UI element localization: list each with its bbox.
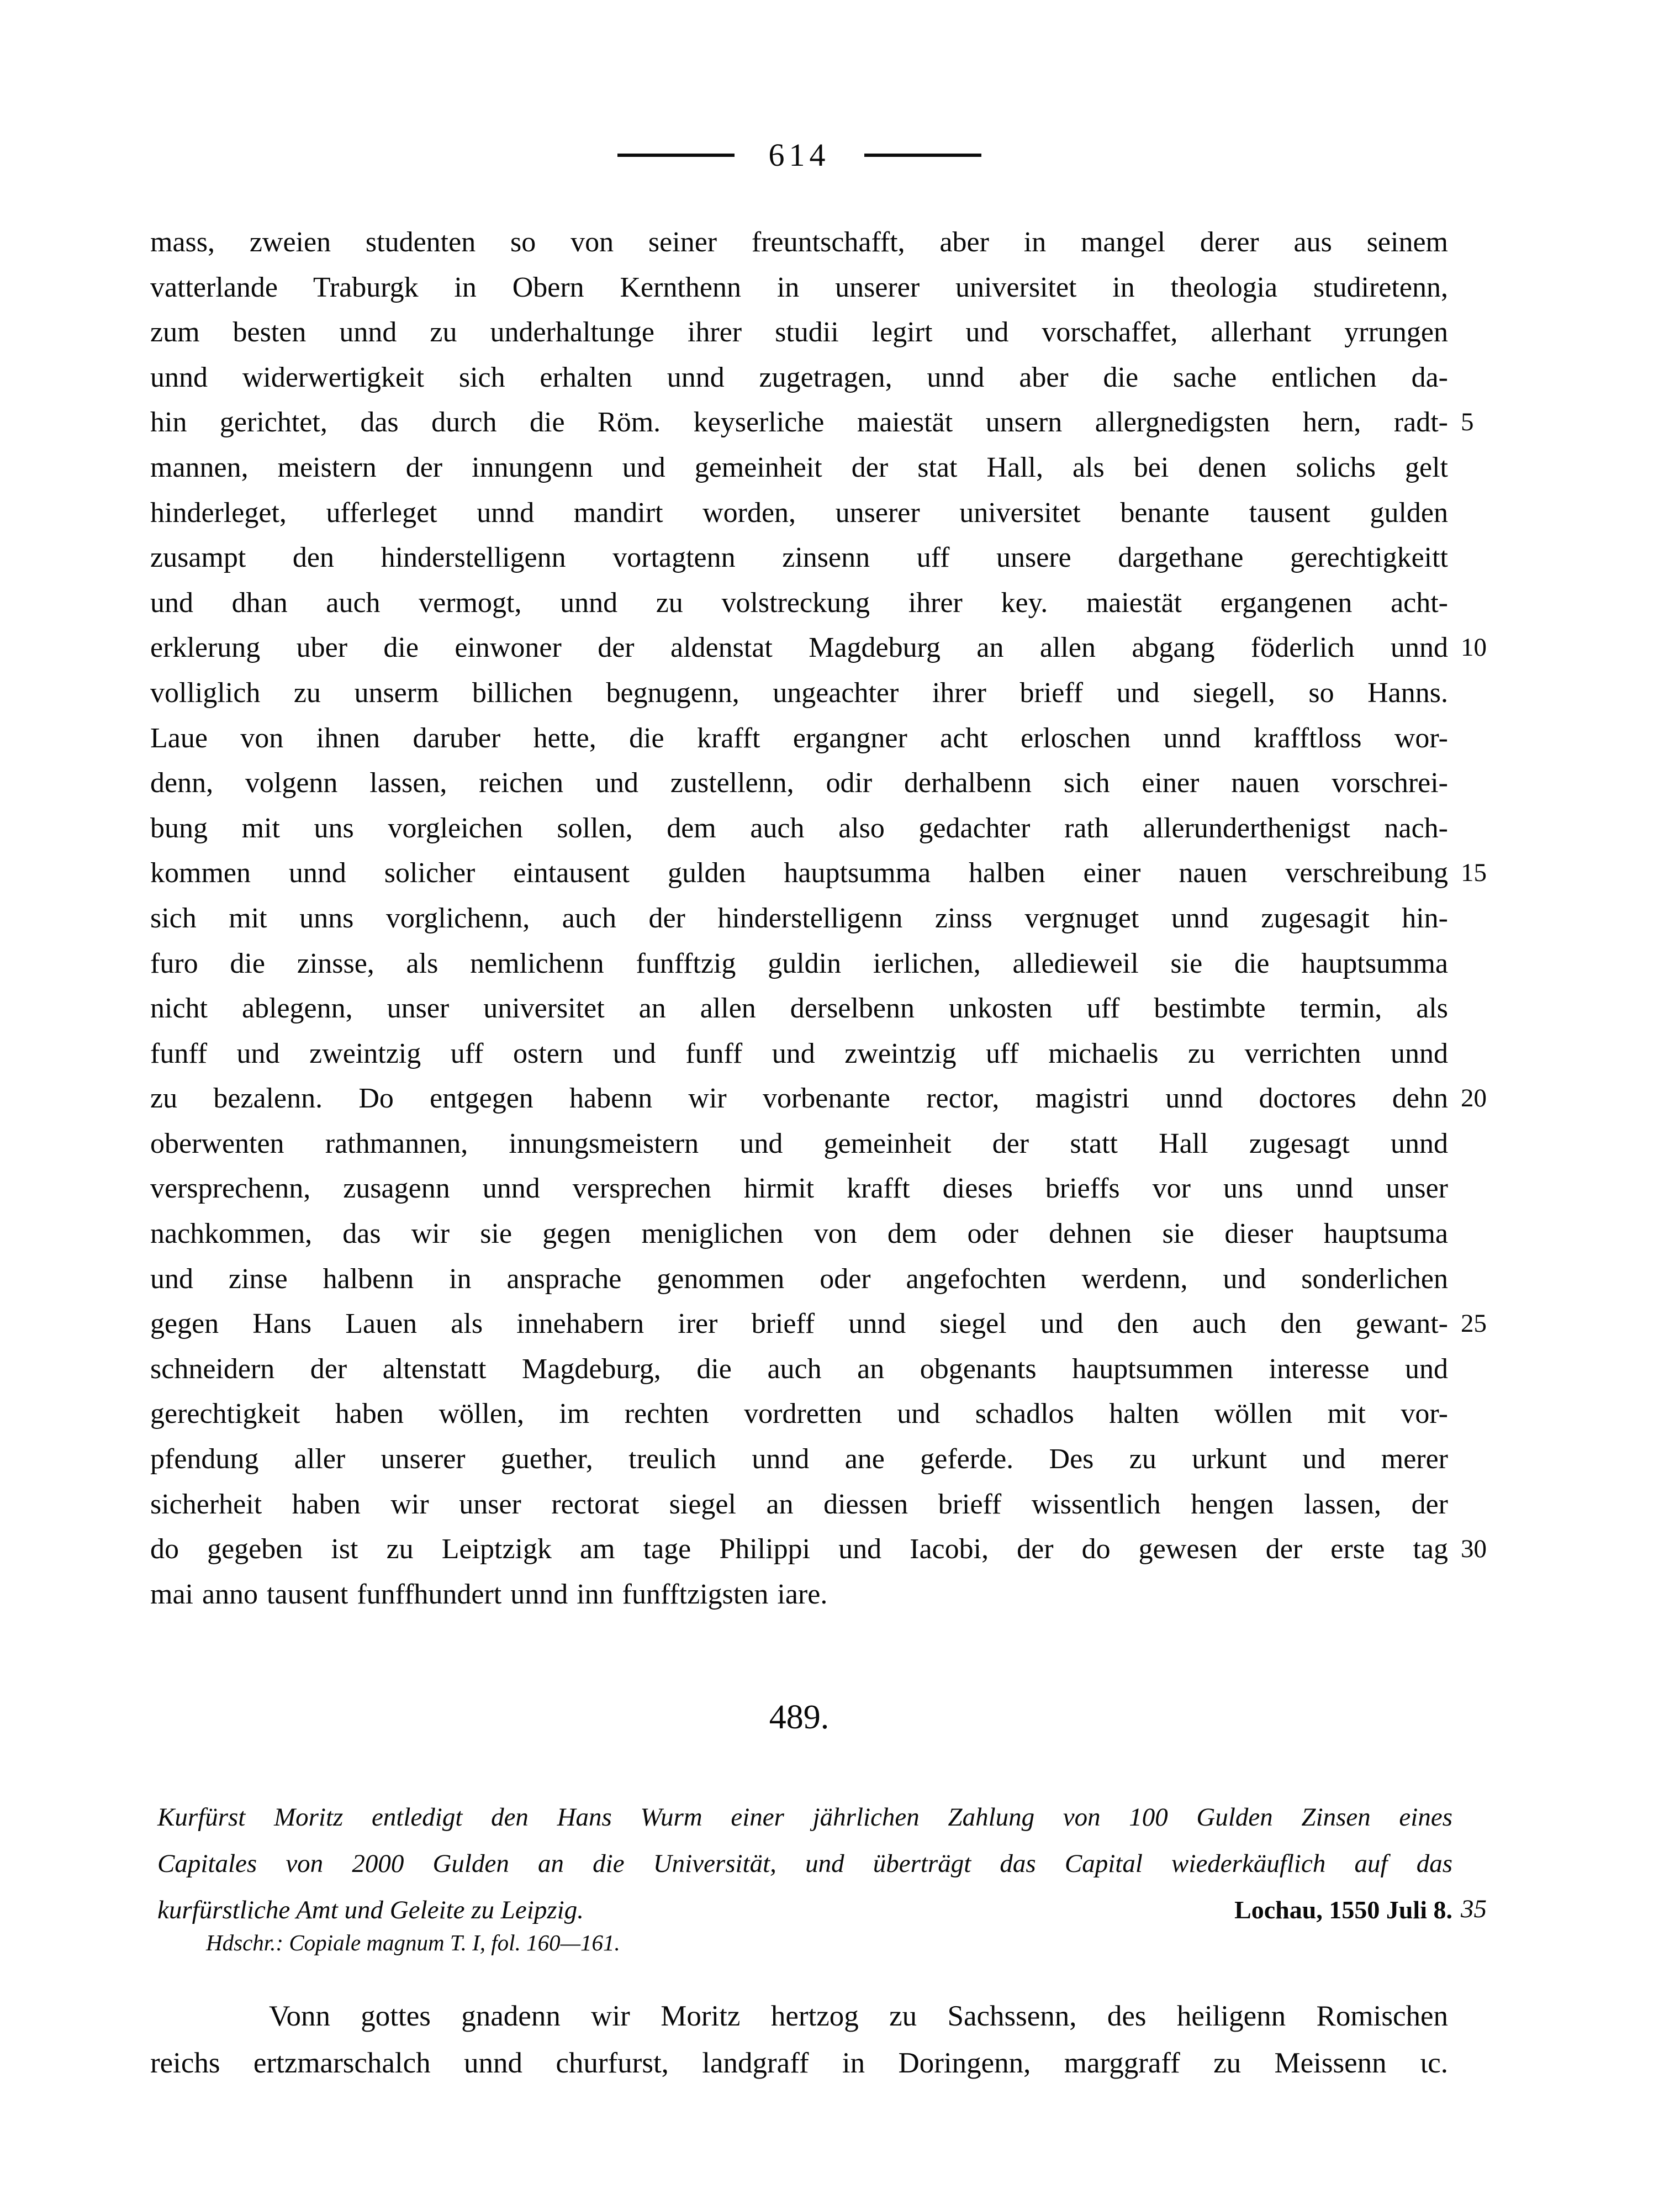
page-number: 614 [768,137,830,173]
page-header [150,139,1448,171]
margin-line-number: 35 [1461,1895,1487,1923]
margin-line-number: 30 [1461,1534,1487,1564]
entry-body [150,1993,1448,2087]
text-line: gerechtigkeit haben wöllen, im rechten vordretten und schadlos halten wöllen mit vor- [150,1398,1448,1430]
summary-last-line [157,1887,1487,1933]
text-line: funff und zweintzig uff ostern und funff und zweintzig uff michaelis zu verrichten unnd [150,1037,1448,1069]
margin-line-number: 10 [1461,633,1487,662]
summary-place-text: kurfürstliche Amt und Geleite zu Leipzig. [157,1896,584,1924]
text-line: do gegeben ist zu Leiptzigk am tage Philippi und Iacobi, der do gewesen der erste tag 30 [150,1527,1448,1572]
text-line: hinderleget, ufferleget unnd mandirt worden, unserer universitet benante tausent gulden [150,497,1448,529]
header-rule-right [864,154,981,157]
text-line: sich mit unns vorglichenn, auch der hinderstelligenn zinss vergnuget unnd zugesagit hin- [150,902,1448,934]
text-line: mannen, meistern der innungenn und gemeinheit der stat Hall, als bei denen solichs gelt [150,451,1448,483]
text-line: hin gerichtet, das durch die Röm. keyserliche maiestät unsern allergnedigsten hern, radt- 5 [150,400,1448,445]
text-line: und dhan auch vermogt, unnd zu volstreckung ihrer key. maiestät ergangenen acht- [150,587,1448,619]
text-line: zum besten unnd zu underhaltunge ihrer studii legirt und vorschaffet, allerhant yrrungen [150,317,1448,349]
text-line: unnd widerwertigkeit sich erhalten unnd zugetragen, unnd aber die sache entlichen da- [150,361,1448,393]
margin-line-number: 20 [1461,1084,1487,1113]
text-line: versprechenn, zusagenn unnd versprechen hirmit krafft dieses brieffs vor uns unnd unser [150,1173,1448,1205]
text-line: erklerung uber die einwoner der aldenstat Magdeburg an allen abgang föderlich unnd 10 [150,625,1448,671]
text-line: mass, zweien studenten so von seiner freuntschafft, aber in mangel derer aus seinem [150,226,1448,258]
margin-line-number: 15 [1461,858,1487,888]
text-line: und zinse halbenn in ansprache genommen oder angefochten werdenn, und sonderlichen [150,1263,1448,1295]
main-paragraph [150,220,1487,1617]
text-line: vatterlande Traburgk in Obern Kernthenn in unserer universitet in theologia studiretenn, [150,271,1448,303]
margin-line-number: 25 [1461,1309,1487,1338]
margin-line-number: 5 [1461,408,1474,437]
text-line: Vonn gottes gnadenn wir Moritz hertzog zu Sachssenn, des heiligenn Romischen [269,2000,1448,2032]
text-line: bung mit uns vorgleichen sollen, dem auch also gedachter rath allerunderthenigst nach- [150,812,1448,844]
text-line: schneidern der altenstatt Magdeburg, die auch an obgenants hauptsummen interesse und [150,1353,1448,1385]
entry-summary [157,1794,1487,1933]
text-line: denn, volgenn lassen, reichen und zustellenn, odir derhalbenn sich einer nauen vorschrei- [150,767,1448,799]
text-line: kommen unnd solicher eintausent gulden hauptsumma halben einer nauen verschreibung 15 [150,851,1448,896]
text-line: sicherheit haben wir unser rectorat siegel an diessen brieff wissentlich hengen lassen, der [150,1488,1448,1520]
text-line: Capitales von 2000 Gulden an die Universität, und überträgt das Capital wiederkäuflich auf das [157,1849,1452,1878]
text-line: nachkommen, das wir sie gegen meniglichen von dem oder dehnen sie dieser hauptsuma [150,1218,1448,1250]
entry-number: 489. [769,1699,830,1736]
text-line: oberwenten rathmannen, innungsmeistern und gemeinheit der statt Hall zugesagt unnd [150,1127,1448,1159]
text-line: zu bezalenn. Do entgegen habenn wir vorbenante rector, magistri unnd doctores dehn 20 [150,1076,1448,1121]
text-line: Kurfürst Moritz entledigt den Hans Wurm einer jährlichen Zahlung von 100 Gulden Zinsen eines [157,1803,1452,1832]
text-line: nicht ablegenn, unser universitet an allen derselbenn unkosten uff bestimbte termin, als [150,993,1448,1025]
text-line: Laue von ihnen daruber hette, die krafft ergangner acht erloschen unnd krafftloss wor- [150,722,1448,754]
text-line: mai anno tausent funffhundert unnd inn funfftzigsten iare. [150,1578,828,1610]
text-line: pfendung aller unserer guether, treulich unnd ane geferde. Des zu urkunt und merer [150,1443,1448,1475]
source-note: Hdschr.: Copiale magnum T. I, fol. 160—161. [206,1930,620,1955]
text-line: volliglich zu unserm billichen begnugenn, ungeachter ihrer brieff und siegell, so Hanns. [150,677,1448,709]
text-line: reichs ertzmarschalch unnd churfurst, landgraff in Doringenn, marggraff zu Meissenn ɩc. [150,2047,1448,2079]
text-line: gegen Hans Lauen als innehabern irer brieff unnd siegel und den auch den gewant- 25 [150,1301,1448,1347]
text-line: furo die zinsse, als nemlichenn funfftzig guldin ierlichen, alledieweil sie die hauptsumma [150,947,1448,979]
header-rule-left [617,154,735,157]
text-line: zusampt den hinderstelligenn vortagtenn zinsenn uff unsere dargethane gerechtigkeitt [150,542,1448,574]
summary-date: Lochau, 1550 Juli 8. [1234,1896,1452,1924]
